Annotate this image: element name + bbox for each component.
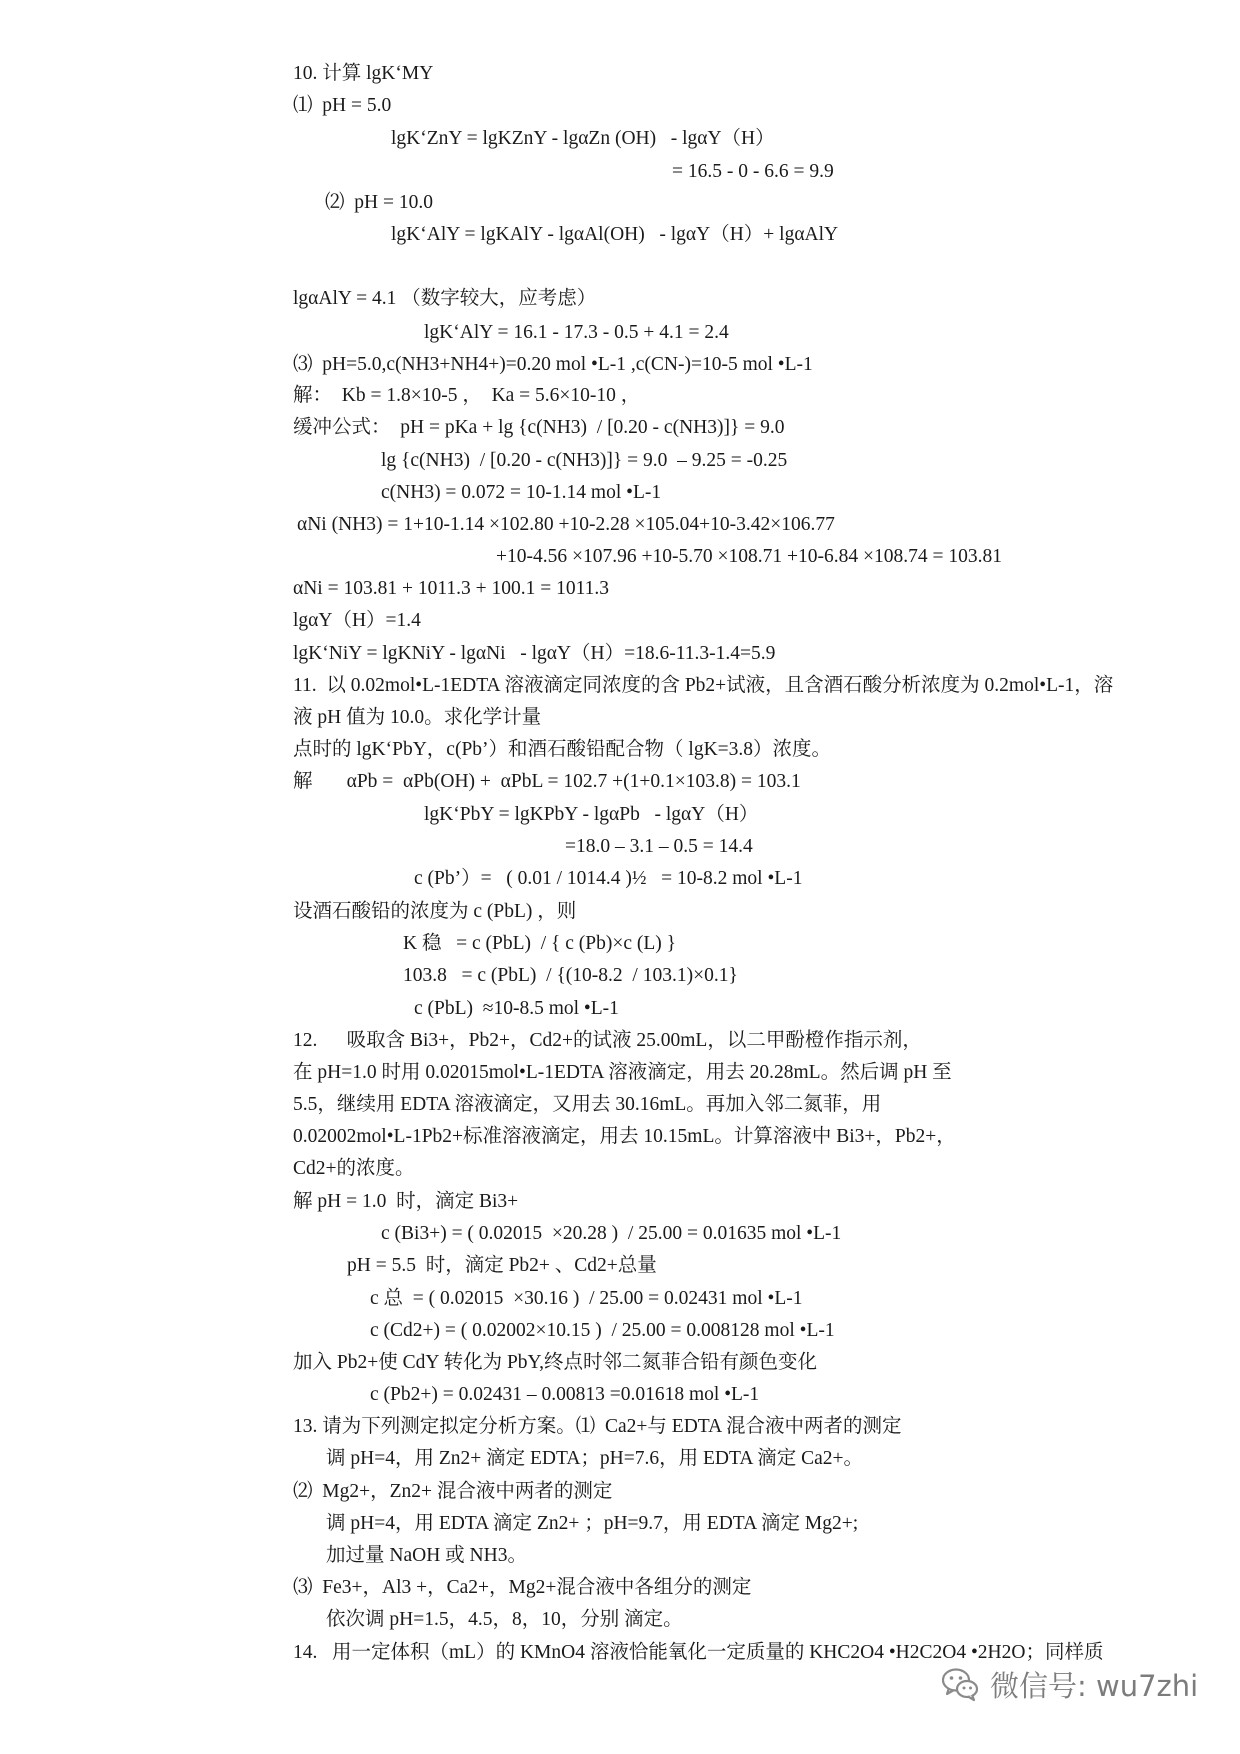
text-line: 13. 请为下列测定拟定分析方案。⑴ Ca2+与 EDTA 混合液中两者的测定 bbox=[293, 1416, 902, 1437]
text-line: lgK‘AlY = lgKAlY - lgαAl(OH) - lgαY（H）+ lgαAlY bbox=[391, 224, 839, 245]
text-line: lgK‘PbY = lgKPbY - lgαPb - lgαY（H） bbox=[424, 804, 759, 825]
text-line: lgK‘ZnY = lgKZnY - lgαZn (OH) - lgαY（H） bbox=[391, 128, 775, 149]
text-line: 解： Kb = 1.8×10-5 ， Ka = 5.6×10-10 ， bbox=[293, 385, 641, 406]
text-line: lgK‘NiY = lgKNiY - lgαNi - lgαY（H）=18.6-11.3-1.4=5.9 bbox=[293, 643, 776, 664]
text-line: 11. 以 0.02mol•L-1EDTA 溶液滴定同浓度的含 Pb2+试液，且含酒石酸分析浓度为 0.2mol•L-1，溶 bbox=[293, 675, 1114, 696]
text-line: 在 pH=1.0 时用 0.02015mol•L-1EDTA 溶液滴定，用去 20.28mL。然后调 pH 至 bbox=[293, 1062, 952, 1083]
text-line: 加过量 NaOH 或 NH3。 bbox=[326, 1545, 527, 1566]
text-line: 液 pH 值为 10.0。求化学计量 bbox=[293, 707, 542, 728]
text-line: 缓冲公式： pH = pKa + lg {c(NH3) / [0.20 - c(NH3)]} = 9.0 bbox=[293, 417, 785, 438]
wechat-icon bbox=[940, 1664, 980, 1704]
text-line: 12. 吸取含 Bi3+，Pb2+，Cd2+的试液 25.00mL，以二甲酚橙作指示剂， bbox=[293, 1030, 922, 1051]
text-line: = 16.5 - 0 - 6.6 = 9.9 bbox=[672, 161, 834, 182]
text-line: c (PbL) ≈10-8.5 mol •L-1 bbox=[414, 998, 619, 1019]
text-line: 5.5，继续用 EDTA 溶液滴定，又用去 30.16mL。再加入邻二氮菲，用 bbox=[293, 1094, 882, 1115]
text-line: pH = 5.5 时，滴定 Pb2+ 、Cd2+总量 bbox=[347, 1255, 657, 1276]
text-line: ⑶ Fe3+，Al3 +，Ca2+，Mg2+混合液中各组分的测定 bbox=[293, 1577, 752, 1598]
text-line: 0.02002mol•L-1Pb2+标准溶液滴定，用去 10.15mL。计算溶液中 Bi3+，Pb2+， bbox=[293, 1126, 956, 1147]
text-line: c(NH3) = 0.072 = 10-1.14 mol •L-1 bbox=[381, 482, 662, 503]
text-line: αNi = 103.81 + 1011.3 + 100.1 = 1011.3 bbox=[293, 578, 610, 599]
text-line: lgαY（H）=1.4 bbox=[293, 610, 421, 631]
text-line: Cd2+的浓度。 bbox=[293, 1158, 415, 1179]
text-line: 10. 计算 lgK‘MY bbox=[293, 63, 434, 84]
text-line: 加入 Pb2+使 CdY 转化为 PbY,终点时邻二氮菲合铅有颜色变化 bbox=[293, 1352, 817, 1373]
text-line: +10-4.56 ×107.96 +10-5.70 ×108.71 +10-6.84 ×108.74 = 103.81 bbox=[496, 546, 1002, 567]
watermark bbox=[940, 1660, 1198, 1708]
text-line: 调 pH=4，用 Zn2+ 滴定 EDTA；pH=7.6，用 EDTA 滴定 Ca2+。 bbox=[326, 1448, 864, 1469]
text-line: =18.0 – 3.1 – 0.5 = 14.4 bbox=[565, 836, 753, 857]
text-line: c (Bi3+) = ( 0.02015 ×20.28 ) / 25.00 = 0.01635 mol •L-1 bbox=[381, 1223, 842, 1244]
text-line: c (Pb’）= ( 0.01 / 1014.4 )½ = 10-8.2 mol •L-1 bbox=[414, 868, 803, 889]
text-line: lgK‘AlY = 16.1 - 17.3 - 0.5 + 4.1 = 2.4 bbox=[424, 322, 729, 343]
text-line: ⑴ pH = 5.0 bbox=[293, 95, 392, 116]
text-line: c 总 = ( 0.02015 ×30.16 ) / 25.00 = 0.02431 mol •L-1 bbox=[370, 1288, 803, 1309]
text-line: c (Cd2+) = ( 0.02002×10.15 ) / 25.00 = 0.008128 mol •L-1 bbox=[370, 1320, 835, 1341]
text-line: 14. 用一定体积（mL）的 KMnO4 溶液恰能氧化一定质量的 KHC2O4 •H2C2O4 •2H2O；同样质 bbox=[293, 1642, 1104, 1663]
text-line: lg {c(NH3) / [0.20 - c(NH3)]} = 9.0 – 9.25 = -0.25 bbox=[381, 450, 788, 471]
text-line: K 稳 = c (PbL) / { c (Pb)×c (L) } bbox=[403, 933, 677, 954]
text-line: 设酒石酸铅的浓度为 c (PbL) ，则 bbox=[293, 901, 577, 922]
text-line: 解 αPb = αPb(OH) + αPbL = 102.7 +(1+0.1×103.8) = 103.1 bbox=[293, 771, 801, 792]
text-line: c (Pb2+) = 0.02431 – 0.00813 =0.01618 mol •L-1 bbox=[370, 1384, 760, 1405]
text-line: 103.8 = c (PbL) / {(10-8.2 / 103.1)×0.1} bbox=[403, 965, 738, 986]
text-line: ⑵ Mg2+，Zn2+ 混合液中两者的测定 bbox=[293, 1481, 613, 1502]
text-line: 解 pH = 1.0 时，滴定 Bi3+ bbox=[293, 1191, 519, 1212]
text-line: ⑶ pH=5.0,c(NH3+NH4+)=0.20 mol •L-1 ,c(CN-)=10-5 mol •L-1 bbox=[293, 354, 813, 375]
text-line: αNi (NH3) = 1+10-1.14 ×102.80 +10-2.28 ×105.04+10-3.42×106.77 bbox=[297, 514, 835, 535]
text-line: ⑵ pH = 10.0 bbox=[325, 192, 433, 213]
text-line: 点时的 lgK‘PbY，c(Pb’）和酒石酸铅配合物（ lgK=3.8）浓度。 bbox=[293, 739, 832, 760]
text-line: 依次调 pH=1.5，4.5，8，10，分别 滴定。 bbox=[326, 1609, 683, 1630]
watermark-text: 微信号: wu7zhi bbox=[990, 1668, 1199, 1703]
text-line: 调 pH=4，用 EDTA 滴定 Zn2+ ；pH=9.7，用 EDTA 滴定 Mg2+; bbox=[326, 1513, 859, 1534]
text-line: lgαAlY = 4.1 （数字较大，应考虑） bbox=[293, 288, 597, 309]
